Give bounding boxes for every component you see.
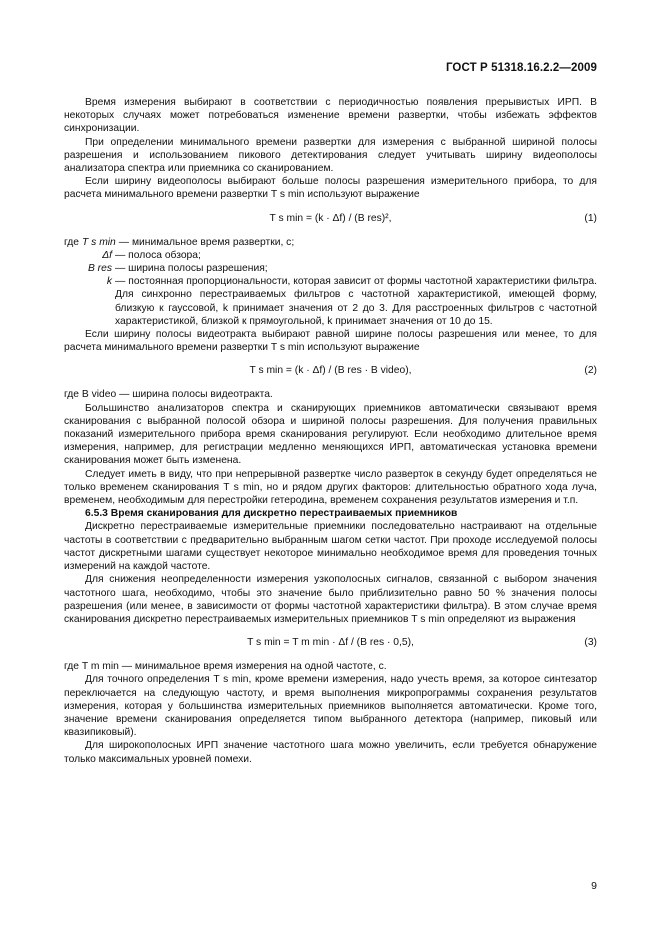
- definition-item: [64, 275, 597, 328]
- definition-symbol: B res: [87, 263, 112, 275]
- definition-symbol: Δf: [102, 249, 112, 261]
- document-body: [64, 96, 597, 766]
- definition-text: — минимальное время развертки, с;: [118, 236, 295, 248]
- equation-formula: T s min = T m min · Δf / (B res · 0,5),: [247, 637, 414, 649]
- definition-line: где B video — ширина полосы видеотракта.: [64, 389, 273, 401]
- page-number: 9: [591, 880, 597, 892]
- paragraph: Если ширину видеополосы выбирают больше полосы разрешения измерительного прибора, то для расчета минимального времени развертки T s min используют выражение: [64, 176, 597, 201]
- definition-text: — полоса обзора;: [115, 249, 201, 261]
- definition-symbol: k: [106, 276, 112, 288]
- definition-text: — постоянная пропорциональности, которая зависит от формы частотной характеристики фильтра. Для синхронно перестраиваемых фильтров с частотной характеристикой, имеющей форму, близкую к гауссовой, k принимает значения от 2 до 3. Для расстроенных фильтров с частотной характеристикой, близкой к прямоугольной, k принимает значения от 10 до 15.: [115, 276, 597, 327]
- paragraph: Если ширину полосы видеотракта выбирают равной ширине полосы разрешения или менее, то для расчета минимального времени развертки T s min используют выражение: [64, 329, 597, 354]
- definition-text: — ширина полосы разрешения;: [115, 263, 268, 275]
- paragraph: Следует иметь в виду, что при непрерывной развертке число разверток в секунду будет определяться не только временем сканирования T s min, но и рядом других факторов: длительностью обратного хода луча, временем, необходимым для перестройки гетеродина, временем сохранения результатов измерения и т.п.: [64, 468, 597, 507]
- paragraph: Для снижения неопределенности измерения узкополосных сигналов, связанной с выбором значения частотного шага, необходимо, чтобы это значение было приблизительно равно 50 % значения полосы разрешения (или менее, в зависимости от формы частотной характеристики фильтра). В этом случае время сканирования дискретно перестраиваемых измерительных приемников T s min определяют из выражения: [64, 574, 597, 625]
- definition-line: где T m min — минимальное время измерения на одной частоте, с.: [64, 661, 387, 673]
- paragraph: Для точного определения T s min, кроме времени измерения, надо учесть время, за которое синтезатор переключается на следующую частоту, и время выполнения микропрограммы сохранения результатов измерения, которая у большинства измерительных приемников выполняется автоматически. Кроме того, значение времени сканирования определяется типом выбранного детектора (например, пиковый или квазипиковый).: [64, 674, 597, 739]
- paragraph: Дискретно перестраиваемые измерительные приемники последовательно настраивают на отдельные частоты в соответствии с предварительно выбранным шагом сетки частот. При проходе исследуемой полосы частот дискретными шагами существует некоторое минимально необходимое время для проведения точных измерений на каждой частоте.: [64, 521, 597, 573]
- definition-item: [64, 236, 597, 249]
- definition-prefix: где: [64, 236, 80, 248]
- equation-1: [64, 212, 597, 226]
- definition-item: [64, 262, 597, 275]
- equation-3: [64, 636, 597, 650]
- paragraph: Время измерения выбирают в соответствии с периодичностью появления прерывистых ИРП. В некоторых случаях может потребоваться изменение времени развертки, чтобы избежать эффектов синхронизации.: [64, 97, 597, 135]
- equation-number: (3): [584, 637, 597, 649]
- equation-formula: T s min = (k · Δf) / (B res · B video),: [249, 365, 412, 377]
- equation-2: [64, 364, 597, 378]
- equation-number: (2): [584, 365, 597, 377]
- paragraph: При определении минимального времени развертки для измерения с выбранной шириной полосы разрешения и использованием пикового детектирования следует учитывать ширину видеополосы анализатора спектра или приемника со сканированием.: [64, 136, 597, 175]
- definition-item: [64, 249, 597, 262]
- section-title: 6.5.3 Время сканирования для дискретно перестраиваемых приемников: [85, 508, 458, 520]
- equation-number: (1): [584, 212, 597, 224]
- equation-formula: T s min = (k · Δf) / (B res)²,: [269, 212, 392, 224]
- paragraph: Большинство анализаторов спектра и сканирующих приемников автоматически связывают время сканирования с выбранной полосой обзора и шириной полосы разрешения. Для получения правильных показаний измерительного прибора время сканирования регулируют. Если необходимо длительное время измерения, например, для регистрации медленно меняющихся ИРП, автоматическая установка времени сканирования может быть изменена.: [64, 402, 597, 467]
- paragraph: Для широкополосных ИРП значение частотного шага можно увеличить, если требуется обнаружение только максимальных уровней помехи.: [64, 740, 597, 765]
- definition-list: [64, 236, 597, 328]
- standard-header: ГОСТ Р 51318.16.2.2—2009: [445, 62, 597, 74]
- definition-symbol: T s min: [82, 236, 116, 248]
